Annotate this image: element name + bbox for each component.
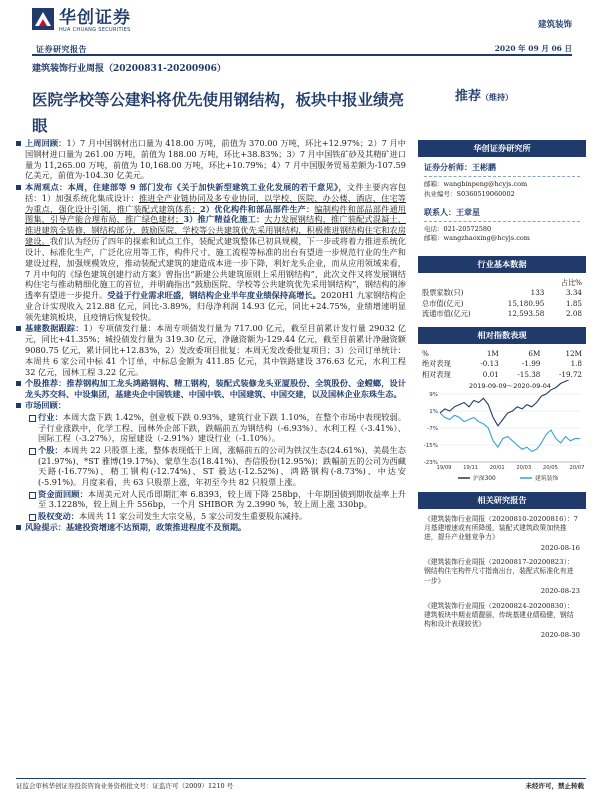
company-logo [32,6,152,40]
view-p5: 编制构件和部品部件通用图集，引导产能合理布局，推广绿色建材； [25,203,406,225]
y-tick-label: 9% [429,391,438,398]
analyst-email[interactable]: wangbinpeng@hcyjs.com [443,180,528,188]
bullet-head: 上周回顾： [25,138,67,148]
bullet-text: 本周共 11 家公司发生大宗交易，5 家公司发生重要股东减持。 [78,510,308,521]
bullet-text: 1）专项债发行量：本周专项债发行量为 717.00 亿元，截至目前累计发行量 29032 亿元，同比+41.35%；城投债发行量为 319.30 亿元，净融资额为-129.44 亿元，截至目前累计净融资额 9080.75 亿元，累计同比+12.83%，2）发改委项目批复：本周无发改委批复项目；3）公司订单统计：本周共 6 家公司中标 41 个订单，中标总金额为 411.85 亿元，其中铁路建设 376.63 亿元，水利工程 32 亿元，园林工程 3.22 亿元。 [25,323,406,377]
bullet-risk [16,522,406,533]
perf-header: 相对指数表现 [418,327,586,344]
facts-table [418,277,586,319]
fact-pct: 2.08 [565,309,582,318]
rating-sub: （维持） [481,93,514,102]
bullet-head: 本周观点： [25,181,68,192]
sector-label: 建筑装饰 [537,20,572,30]
perf-1m: -0.13 [480,359,499,368]
view-p1: 本周，住建部等 9 部门发布《关于加快新型建筑工业化发展的若干意见》， [67,181,347,192]
bullet-text: 本周美元对人民币即期汇率 6.8393，较上周下降 258bp，十年期国债到期收益率上升至 3.1228%，较上周上升 556bp，一个月 SHIBOR 为 2.3990 %，较上周上涨 330bp。 [38,488,406,510]
fact-label: 流通市值(亿元) [422,309,471,318]
view-p6: 3）推广精益化施工： [183,214,265,225]
x-tick-label: 20/05 [542,464,558,471]
view-p3: 推进全产业链协同及多专业协同，以学校、医院、办公楼、酒店、住宅等为重点，强化设计引领，推广装配式建筑体系； [25,192,406,214]
perf-12m: -19.72 [558,369,582,379]
report-title: 医院学校等公建料将优先使用钢结构，板块中报业绩亮眼 [32,91,405,135]
phone-label: 电话： [424,224,444,233]
facts-header-row [418,277,586,288]
facts-col: 占比% [560,277,582,287]
y-tick-label: -23% [423,459,438,466]
x-tick-label: 19/11 [463,464,479,471]
y-tick-label: -7% [427,425,438,432]
rating-label: 推荐 [455,89,482,104]
facts-header: 行业基本数据 [418,256,586,273]
logo-mark-icon [32,8,54,30]
header-divider [32,54,572,56]
bullet-text: 本周大盘下跌 1.42%，创业板下跌 0.93%，建筑行业下跌 1.10%，在整个市场中表现较弱。子行业涨跌中，化学工程、园林外企部下跌，跌幅前五为钢结构（-6.93%）、水利工程（-3.41%）、国际工程（-3.27%），房屋建设（-2.91%）建设行业（-1.10%）。 [38,411,406,444]
related-report-link[interactable]: 《建筑装饰行业周报（20200817-20200823）：钢结构住宅构件尺寸指南出台，装配式标准化有进一步》 [424,558,574,585]
view-p4: 2）优化构件和部品部件生产： [200,203,315,214]
perf-col: 1M [486,348,499,358]
related-report-date: 2020-08-16 [540,543,580,552]
perf-1m: 0.01 [482,369,499,379]
table-row [418,288,586,299]
table-row [418,298,586,309]
institute-header: 华创证券研究所 [418,140,586,157]
fact-value: 15,180.95 [507,298,545,308]
x-tick-label: 20/07 [569,464,585,471]
bullet-head: 资金面回顾： [38,488,88,499]
perf-col: % [422,348,429,358]
view-p8: 我们认为经历了四年的探索和试点工作，装配式建筑整体已初具规模，下一步或将着力推进系统化设计、标准化生产，广泛化应用等工作，构件尺寸、施工流程等标准的出台有望进一步规范行业的生产和建设过程，加强规模效应，推动装配式建筑的建造成本进一步下降，利好龙头企业，而从应用领域来看，7 月中旬的《绿色建筑创建行动方案》曾指出“新建公共建筑原则上采用钢结构”，此次文件又将发展钢结构住宅与推动精细化施工的首位，并明确指出“鼓励医院、学校等公共建筑优先采用钢结构”，钢结构的渗透率有望进一步提升。 [25,236,406,301]
series-line-2 [440,413,580,451]
sidebar [418,140,586,645]
bullet-head: 市场回顾： [25,400,66,411]
contact-phone: 021-20572580 [443,224,492,233]
x-tick-label: 19/09 [436,464,452,471]
footer-copyright: 未经许可，禁止转载 [525,782,584,790]
perf-label: 相对表现 [422,369,451,379]
email-label: 邮箱： [424,234,444,243]
related-report-date: 2020-08-23 [540,587,580,596]
perf-table [418,348,586,380]
fact-value: 133 [530,288,545,297]
contact-phone-line [424,225,580,235]
view-p10: 2020H1 九家钢结构企业合计实现收入 212.88 亿元，同比-3.89%，归母净利润 14.93 亿元，同比+24.75%，业绩增速明显领先建筑板块，且疫情后恢复较快。 [25,290,406,322]
cert-label: 执业编号： [424,189,457,198]
bullet-head: 个股推荐： [25,378,67,388]
logo-text-en: HUA CHUANG SECURITIES [59,27,131,33]
analyst-cert: S0360519060002 [456,189,515,198]
fact-pct: 3.34 [565,288,582,297]
analyst-email-line [424,180,580,190]
divider [424,176,580,177]
logo-text: 华创证券 [59,8,131,28]
related-reports [418,509,586,641]
bullet-text: 基建投资增速不达预期，政策推进程度不及预期。 [65,522,247,533]
bullet-text: 推荐钢构加工龙头鸿路钢构、精工钢构，装配式装修龙头亚厦股份、全筑股份、金螳螂，设计龙头苏交科、中设集团，基建央企中国铁建、中国中铁、中国建筑、中国交建，以及国林企业东珠生态。 [25,378,406,399]
bullet-weekly-view [16,182,406,323]
footer-divider [16,778,586,779]
analyst-name: 证券分析师：王彬鹏 [424,162,496,172]
bullet-head: 股权变动： [38,510,79,521]
perf-label: 绝对表现 [422,359,451,368]
footer-license: 证监会审核华创证券投资咨询业务资格批文号：证监许可（2009）1210 号 [16,782,234,790]
bullet-industry [16,412,406,444]
analyst-cert-line [424,190,580,200]
related-report-link[interactable]: 《建筑装饰行业周报（20200810-20200816）：7 月基建增速或有所降缓，装配式建筑政策加快推进，提升产业链竞争力》 [424,514,578,542]
fact-label: 股票家数(只) [422,288,464,297]
divider [424,221,580,222]
report-date: 2020 年 09 月 06 日 [494,44,572,53]
report-type: 证券研究报告 [36,44,87,54]
related-report-date: 2020-08-30 [540,630,580,639]
report-body [16,138,406,534]
contact-name: 联系人：王章星 [424,206,480,217]
facts-col [491,277,548,288]
bullet-head: 行业： [38,411,63,422]
bullet-market-review [16,400,406,411]
performance-chart-svg [418,380,586,488]
fact-label: 总市值(亿元) [422,298,464,308]
report-subtitle: 建筑装饰行业周报（20200831-20200906） [32,64,226,74]
contact-email[interactable]: wangzhaoxing@hcyjs.com [443,234,530,243]
analyst-block [418,157,586,244]
table-row [418,359,586,370]
legend-label: 建筑装饰 [535,475,559,482]
bullet-stocks [16,445,406,488]
bullet-text: 本周共 22 只股票上涨，整体表现低于上周，涨幅前五的公司为铁汉生态(24.61%)、美晨生态(21.97%)、*ST 雅博(19.17%)、蒙草生态(18.41%)、杏信股份(12.95%)；跌幅前五的公司为西藏天路(-16.77%)、精工钢构(-12.74%)、ST 毅达(-12.52%)、鸿路钢构(-8.73%)、中达安(-5.91%)。月度来看，共 63 只股票上涨，年初至今共 82 只股票上涨。 [38,444,406,488]
y-tick-label: -15% [423,442,438,449]
contact-email-line [424,234,580,244]
chart-title: 2019-09-09～2020-09-04 [468,381,552,390]
report-header [32,6,572,58]
fact-pct: 1.85 [565,298,582,308]
facts-col [418,277,491,288]
view-p7: 大力发展钢结构，推广装配式混凝土，推进建筑全装修，钢结构部分，鼓励医院、学校等公共建筑优先采用钢结构，积极推进钢结构住宅和农房建设。 [25,214,406,247]
x-tick-label: 20/03 [516,464,532,471]
table-row [418,369,586,380]
legend-label: 沪深300 [473,475,496,482]
table-row [418,309,586,320]
bullet-stock-picks [16,378,406,400]
perf-header-row [418,348,586,359]
bullet-weekly-review [16,138,406,181]
bullet-text: 1）7 月中国钢材出口量为 418.00 万吨，前值为 370.00 万吨，环比+12.97%；2）7 月中国钢材进口量为 261.00 万吨，前值为 188.00 万吨，环比+38.83%；3）7 月中国铁矿砂及其精矿进口量为 11,265.00 万吨，前值为 10,168.00 万吨，环比+10.79%；4）7 月中国服务贸易差额为-107.59 亿美元，前值为-104.30 亿美元。 [25,138,406,181]
fact-value: 12,593.58 [507,309,545,318]
perf-col: 6M [528,348,541,358]
perf-12m: 1.8 [570,359,582,368]
related-header: 相关研究报告 [418,492,586,509]
bullet-infra-data [16,323,406,377]
x-tick-label: 20/01 [489,464,505,471]
related-report-link[interactable]: 《建筑装饰行业周报（20200824-20200830）：建筑板块中期业绩靓丽，传统基建业绩稳健，钢结构和设计表现较优》 [424,601,574,629]
performance-chart [418,380,586,488]
y-tick-label: 1% [429,408,438,415]
bullet-head: 风险提示： [25,522,66,533]
view-p2: 文件主要内容包括：1）加强系统化集成设计： [25,181,406,203]
bullet-head: 基建数据跟踪： [25,323,84,334]
bullet-equity-change [16,511,406,522]
perf-6m: -1.99 [521,359,541,368]
rating [455,88,513,105]
bullet-head: 个股： [38,444,63,455]
perf-6m: -15.38 [517,369,541,379]
view-p9: 受益于行业需求旺盛，钢结构企业半年度业绩保持高增长。 [107,290,321,301]
perf-col: 12M [565,348,582,358]
bullet-capital [16,489,406,511]
email-label: 邮箱： [424,180,444,188]
